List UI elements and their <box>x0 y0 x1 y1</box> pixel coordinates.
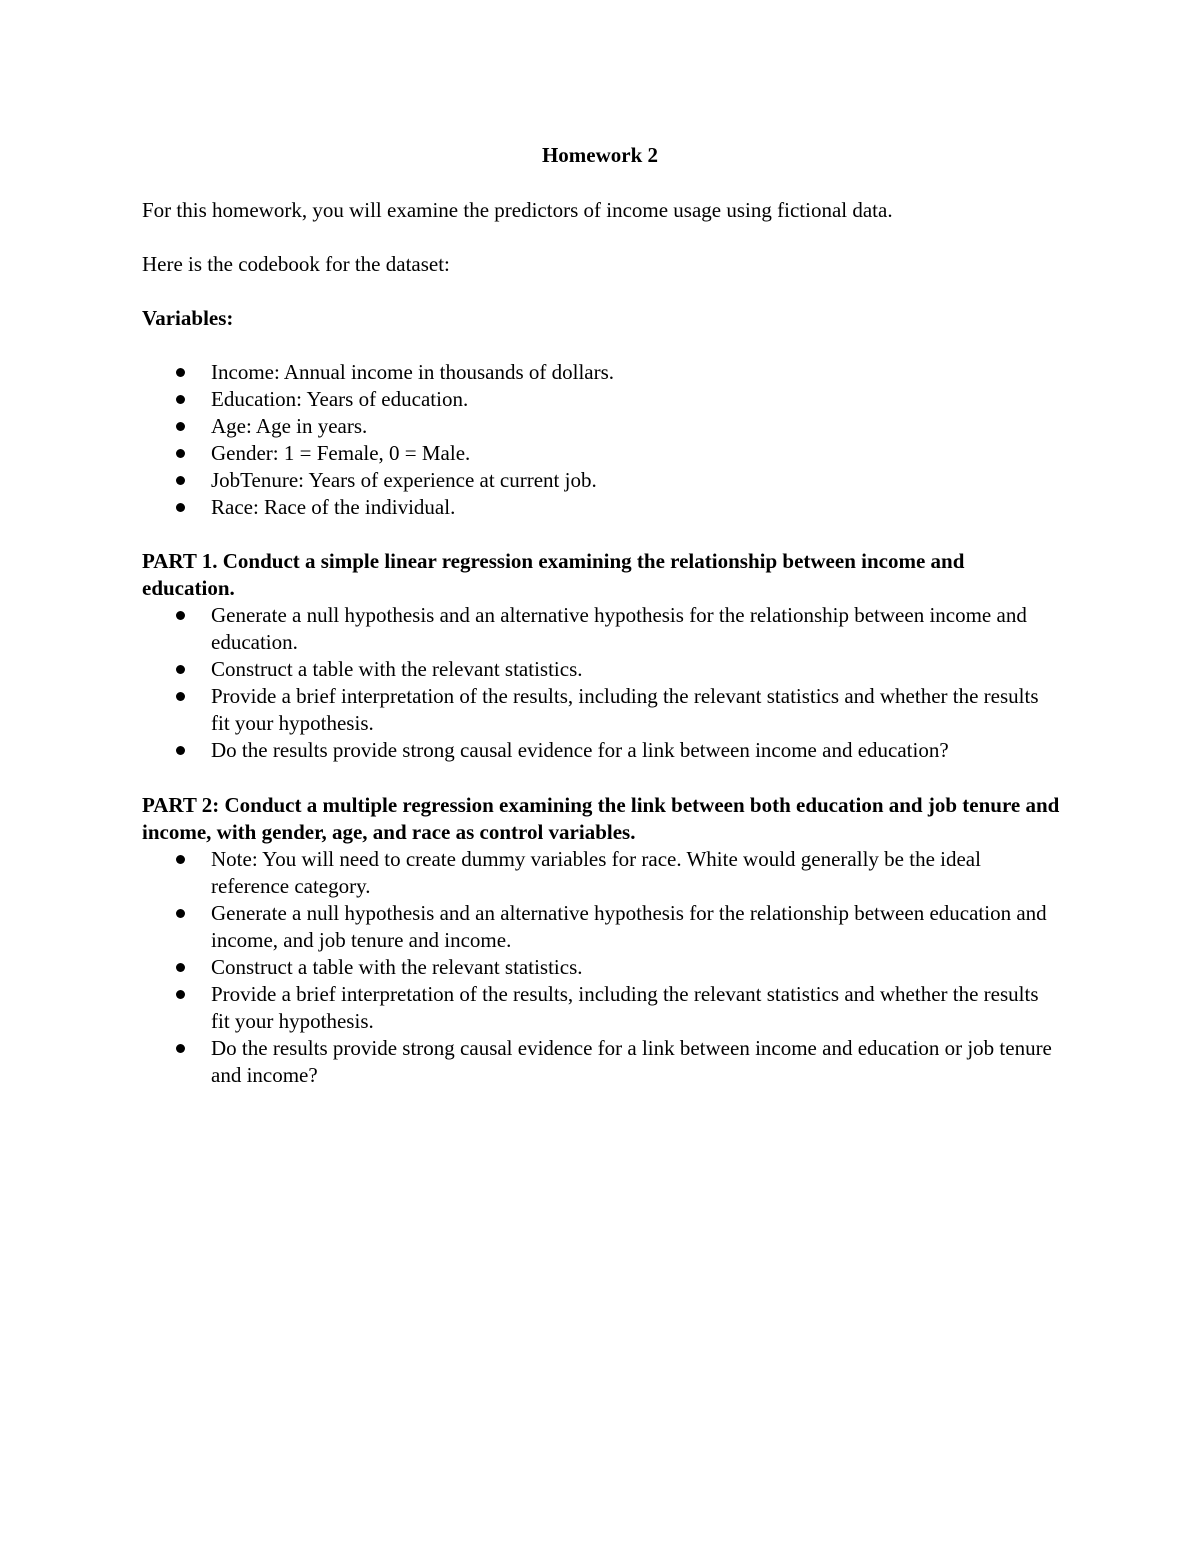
list-item <box>142 494 1062 521</box>
bullet-icon <box>176 909 185 918</box>
bullet-icon <box>176 611 185 620</box>
codebook-line: Here is the codebook for the dataset: <box>142 252 450 276</box>
list-item <box>142 413 1062 440</box>
bullet-icon <box>176 692 185 701</box>
bullet-icon <box>176 990 185 999</box>
list-item <box>142 386 1062 413</box>
list-item <box>142 656 1062 683</box>
part2-list <box>142 846 1062 1089</box>
list-item <box>142 1035 1062 1089</box>
intro-paragraph: For this homework, you will examine the predictors of income usage using fictional data. <box>142 198 893 222</box>
variable-race: Race: Race of the individual. <box>211 495 456 519</box>
list-item <box>142 737 1062 764</box>
variable-age: Age: Age in years. <box>211 414 368 438</box>
list-item <box>142 900 1062 954</box>
list-item <box>142 359 1062 386</box>
part1-item-causal: Do the results provide strong causal evidence for a link between income and education? <box>211 738 949 762</box>
list-item <box>142 981 1062 1035</box>
bullet-icon <box>176 422 185 431</box>
bullet-icon <box>176 1044 185 1053</box>
bullet-icon <box>176 395 185 404</box>
part1-heading: PART 1. Conduct a simple linear regression examining the relationship between income and education. <box>142 549 965 600</box>
bullet-icon <box>176 855 185 864</box>
part1-item-hypothesis: Generate a null hypothesis and an alternative hypothesis for the relationship between income and education. <box>211 603 1027 654</box>
variables-heading: Variables: <box>142 306 234 330</box>
bullet-icon <box>176 476 185 485</box>
part2-item-table: Construct a table with the relevant statistics. <box>211 955 583 979</box>
bullet-icon <box>176 503 185 512</box>
bullet-icon <box>176 665 185 674</box>
list-item <box>142 602 1062 656</box>
list-item <box>142 846 1062 900</box>
variable-education: Education: Years of education. <box>211 387 469 411</box>
bullet-icon <box>176 963 185 972</box>
list-item <box>142 954 1062 981</box>
part2-item-interpretation: Provide a brief interpretation of the results, including the relevant statistics and whether the results fit your hypothesis. <box>211 982 1039 1033</box>
part2-item-hypothesis: Generate a null hypothesis and an alternative hypothesis for the relationship between education and income, and job tenure and income. <box>211 901 1047 952</box>
list-item <box>142 683 1062 737</box>
list-item <box>142 467 1062 494</box>
part1-list <box>142 602 1062 764</box>
document-title: Homework 2 <box>541 143 659 167</box>
bullet-icon <box>176 368 185 377</box>
variable-jobtenure: JobTenure: Years of experience at current job. <box>211 468 597 492</box>
variable-income: Income: Annual income in thousands of dollars. <box>211 360 615 384</box>
bullet-icon <box>176 746 185 755</box>
part1-item-interpretation: Provide a brief interpretation of the results, including the relevant statistics and whether the results fit your hypothesis. <box>211 684 1039 735</box>
bullet-icon <box>176 449 185 458</box>
list-item <box>142 440 1062 467</box>
variable-gender: Gender: 1 = Female, 0 = Male. <box>211 441 471 465</box>
part2-item-dummy: Note: You will need to create dummy variables for race. White would generally be the ideal reference category. <box>211 847 981 898</box>
part1-item-table: Construct a table with the relevant statistics. <box>211 657 583 681</box>
part2-heading: PART 2: Conduct a multiple regression examining the link between both education and job tenure and income, with gender, age, and race as control variables. <box>142 793 1060 844</box>
variables-list <box>142 359 1062 521</box>
part2-item-causal: Do the results provide strong causal evidence for a link between income and education or job tenure and income? <box>211 1036 1052 1087</box>
